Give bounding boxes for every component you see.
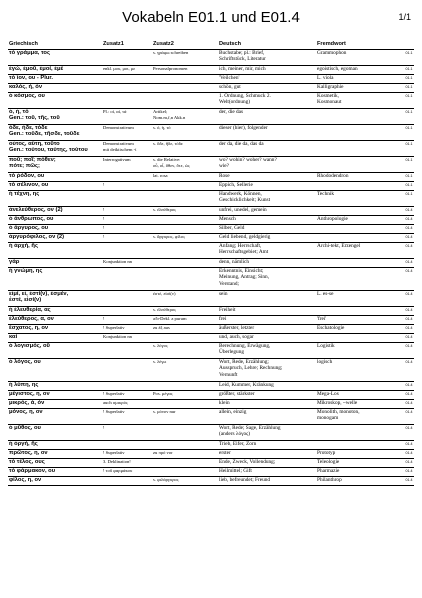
- lesson-code: 01.1: [404, 50, 414, 66]
- addition-2: [152, 243, 218, 259]
- loanword: [316, 182, 404, 191]
- addition-2: s. ὁ, ἡ, τό: [152, 125, 218, 141]
- greek-word: ὁ λογισμός, οῦ: [8, 343, 102, 359]
- lesson-code: 01.4: [404, 343, 414, 359]
- lesson-code: 01.4: [404, 359, 414, 382]
- loanword: Rhododendron: [316, 173, 404, 182]
- lesson-code: 01.4: [404, 316, 414, 325]
- german-meaning: wo? wohin? woher? wann? wie?: [218, 157, 316, 173]
- greek-word: τὸ γράμμα, τος: [8, 50, 102, 66]
- lesson-code: 01.4: [404, 207, 414, 216]
- lesson-code: 01.4: [404, 425, 414, 441]
- greek-word: τὸ ἴον, ου - Plur.: [8, 75, 102, 84]
- loanword: [316, 307, 404, 316]
- vocab-row: [8, 316, 414, 325]
- german-meaning: allein, einzig: [218, 409, 316, 425]
- lesson-code: 01.4: [404, 382, 414, 391]
- greek-word: ἐγώ, ἐμοῦ, ἐμοί, ἐμέ: [8, 66, 102, 75]
- greek-word: ἡ ὀργή, ῆς: [8, 441, 102, 450]
- greek-word: καί: [8, 334, 102, 343]
- header-german: Deutsch: [218, 40, 316, 50]
- lesson-code: 01.4: [404, 477, 414, 486]
- vocab-row: [8, 259, 414, 268]
- lesson-code: 01.1: [404, 182, 414, 191]
- addition-1: !: [102, 207, 152, 216]
- addition-2: [152, 216, 218, 225]
- lesson-code: 01.4: [404, 391, 414, 400]
- german-meaning: Ende, Zweck, Vollendung;: [218, 459, 316, 468]
- german-meaning: Leid, Kummer, Kränkung: [218, 382, 316, 391]
- vocab-row: [8, 66, 414, 75]
- greek-word: καλός, ή, όν: [8, 84, 102, 93]
- vocab-row: [8, 334, 414, 343]
- addition-1: [102, 307, 152, 316]
- loanword: Anthropologie: [316, 216, 404, 225]
- loanword: [316, 382, 404, 391]
- loanword: [316, 259, 404, 268]
- loanword: egoistisch, egoman: [316, 66, 404, 75]
- vocab-row: [8, 234, 414, 243]
- addition-1: [102, 243, 152, 259]
- vocab-row: [8, 243, 414, 259]
- loanword: [316, 234, 404, 243]
- addition-2: [152, 459, 218, 468]
- vocab-row: [8, 477, 414, 486]
- vocab-row: [8, 459, 414, 468]
- loanword: Pharmazie: [316, 468, 404, 477]
- german-meaning: sein: [218, 291, 316, 307]
- addition-2: s. ἐλεύθερος: [152, 307, 218, 316]
- addition-1: ! Superlativ: [102, 450, 152, 459]
- addition-1: 3. Deklination!: [102, 459, 152, 468]
- addition-2: s. ἐλεύθερος: [152, 207, 218, 216]
- addition-2: [152, 382, 218, 391]
- greek-word: μέγιστος, η, ον: [8, 391, 102, 400]
- addition-2: s. ὅδε, ἥδε, τόδε: [152, 141, 218, 157]
- vocab-row: [8, 291, 414, 307]
- vocab-row: [8, 50, 414, 66]
- addition-2: s. φιλάργυρος: [152, 477, 218, 486]
- greek-word: ἀργυρόφιλος, ον (2): [8, 234, 102, 243]
- german-meaning: Eppich, Sellerie: [218, 182, 316, 191]
- lesson-code: 01.4: [404, 334, 414, 343]
- german-meaning: klein: [218, 400, 316, 409]
- greek-word: ἡ γνώμη, ης: [8, 268, 102, 291]
- lesson-code: 01.4: [404, 468, 414, 477]
- addition-2: lat. rosa: [152, 173, 218, 182]
- lesson-code: 01.1: [404, 66, 414, 75]
- greek-word: ὁ, ἡ, τό Gen.: τοῦ, τῆς, τοῦ: [8, 109, 102, 125]
- vocab-row: [8, 391, 414, 400]
- lesson-code: 01.4: [404, 459, 414, 468]
- vocab-row: [8, 75, 414, 84]
- greek-word: ἡ ἐλευθερία, ας: [8, 307, 102, 316]
- loanword: Philanthrop: [316, 477, 404, 486]
- loanword: L. es-se: [316, 291, 404, 307]
- vocab-row: [8, 400, 414, 409]
- vocab-row: [8, 343, 414, 359]
- loanword: [316, 425, 404, 441]
- german-meaning: 'Veilchen': [218, 75, 316, 84]
- german-meaning: Wort, Rede; Sage, Erzählung (anders λόγος): [218, 425, 316, 441]
- addition-2: [152, 268, 218, 291]
- page-title: Vokabeln E01.1 und E01.4: [122, 9, 300, 26]
- german-meaning: Erkenntnis, Einsicht; Meinung, Antrag; Sinn, Verstand;: [218, 268, 316, 291]
- loanword: [316, 141, 404, 157]
- vocab-row: [8, 325, 414, 334]
- addition-2: zu πρό vor: [152, 450, 218, 459]
- header-loanword: Fremdwort: [316, 40, 404, 50]
- addition-1: [102, 441, 152, 450]
- vocab-row: [8, 125, 414, 141]
- lesson-code: 01.4: [404, 409, 414, 425]
- addition-2: ἐστέ, εἰσί(ν): [152, 291, 218, 307]
- addition-1: Demonstrativum mit deiktischem -ί: [102, 141, 152, 157]
- vocab-row: [8, 207, 414, 216]
- greek-word: ὅδε, ἥδε, τόδε Gen.: τοῦδε, τῆσδε, τοῦδε: [8, 125, 102, 141]
- addition-2: s. μόνον nur: [152, 409, 218, 425]
- loanword: logisch: [316, 359, 404, 382]
- addition-1: [102, 84, 152, 93]
- greek-word: ἔσχατος, η, ον: [8, 325, 102, 334]
- vocab-row: [8, 268, 414, 291]
- vocab-row: [8, 216, 414, 225]
- addition-2: s. die Relative: οὗ, οἷ, ὅθεν, ὅτε, ὡς: [152, 157, 218, 173]
- greek-word: ὁ ἄνθρωπος, ου: [8, 216, 102, 225]
- vocab-row: [8, 382, 414, 391]
- loanword: Teleologie: [316, 459, 404, 468]
- lesson-code: 01.4: [404, 400, 414, 409]
- addition-2: Pos. μέγας: [152, 391, 218, 400]
- greek-word: μικρός, ά, όν: [8, 400, 102, 409]
- german-meaning: Geld liebend, geldgierig: [218, 234, 316, 243]
- addition-1: [102, 359, 152, 382]
- lesson-code: 01.4: [404, 268, 414, 291]
- addition-1: Interrogativum: [102, 157, 152, 173]
- loanword: Kalligraphie: [316, 84, 404, 93]
- addition-1: Demonstrativum: [102, 125, 152, 141]
- addition-1: [102, 50, 152, 66]
- lesson-code: 01.1: [404, 157, 414, 173]
- lesson-code: 01.4: [404, 259, 414, 268]
- greek-word: οὗτος, αὕτη, τοῦτο Gen.: τούτου, ταύτης, τούτου: [8, 141, 102, 157]
- greek-word: ἀνελεύθερος, ον (2): [8, 207, 102, 216]
- loanword: Mikroskop, ~welle: [316, 400, 404, 409]
- german-meaning: der, die das: [218, 109, 316, 125]
- greek-word: ὁ ἄργυρος, ου: [8, 225, 102, 234]
- addition-2: [152, 93, 218, 109]
- german-meaning: der da, die da, das da: [218, 141, 316, 157]
- vocab-row: [8, 93, 414, 109]
- addition-1: !: [102, 216, 152, 225]
- german-meaning: denn, nämlich: [218, 259, 316, 268]
- vocab-row: [8, 359, 414, 382]
- addition-2: zu ἐξ aus: [152, 325, 218, 334]
- addition-2: s. λόγος: [152, 343, 218, 359]
- addition-2: [152, 182, 218, 191]
- vocab-row: [8, 141, 414, 157]
- addition-1: !: [102, 225, 152, 234]
- vocab-row: [8, 441, 414, 450]
- german-meaning: größter, stärkster: [218, 391, 316, 400]
- loanword: Kosmetik, Kosmonaut: [316, 93, 404, 109]
- loanword: [316, 225, 404, 234]
- header-greek: Griechisch: [8, 40, 102, 50]
- addition-1: [102, 268, 152, 291]
- greek-word: τὸ τέλος, ους: [8, 459, 102, 468]
- german-meaning: Mensch: [218, 216, 316, 225]
- addition-1: Konjunktion nn: [102, 334, 152, 343]
- german-meaning: lieb, befreundet; Freund: [218, 477, 316, 486]
- german-meaning: Trieb, Eifer, Zorn: [218, 441, 316, 450]
- loanword: Grammophon: [316, 50, 404, 66]
- loanword: [316, 268, 404, 291]
- loanword: Mega-Los: [316, 391, 404, 400]
- lesson-code: 01.1: [404, 141, 414, 157]
- loanword: [316, 207, 404, 216]
- lesson-code: 01.4: [404, 450, 414, 459]
- vocab-row: [8, 84, 414, 93]
- greek-word: τὸ ῥόδον, ου: [8, 173, 102, 182]
- german-meaning: und, auch, sogar: [218, 334, 316, 343]
- lesson-code: 01.4: [404, 234, 414, 243]
- addition-2: Personalpronomen: [152, 66, 218, 75]
- addition-1: [102, 343, 152, 359]
- header-row: [8, 40, 414, 50]
- lesson-code: 01.4: [404, 291, 414, 307]
- greek-word: ὁ λόγος, ου: [8, 359, 102, 382]
- addition-1: enkl. μου, μοι, με: [102, 66, 152, 75]
- german-meaning: erster: [218, 450, 316, 459]
- german-meaning: ich, meiner, mir, mich: [218, 66, 316, 75]
- page-number: 1/1: [398, 12, 411, 22]
- header-addition-1: Zusatz1: [102, 40, 152, 50]
- vocabulary-table: [8, 40, 414, 486]
- lesson-code: 01.4: [404, 216, 414, 225]
- greek-word: ποῦ; ποῖ; πόθεν; πότε; πῶς;: [8, 157, 102, 173]
- greek-word: ὁ κόσμος, ου: [8, 93, 102, 109]
- vocab-row: [8, 109, 414, 125]
- greek-word: γάρ: [8, 259, 102, 268]
- vocab-row: [8, 409, 414, 425]
- addition-1: ! Superlativ: [102, 391, 152, 400]
- vocab-row: [8, 450, 414, 459]
- loanword: [316, 157, 404, 173]
- german-meaning: Handwerk, Können, Geschicklichkeit; Kunst: [218, 191, 316, 207]
- german-meaning: dieser (hier), folgender: [218, 125, 316, 141]
- vocab-row: [8, 157, 414, 173]
- loanword: [316, 109, 404, 125]
- addition-1: !: [102, 316, 152, 325]
- addition-2: [152, 84, 218, 93]
- loanword: Monolith, monoton, monogam: [316, 409, 404, 425]
- german-meaning: 1. Ordnung, Schmuck 2. Welt(ordnung): [218, 93, 316, 109]
- addition-1: [102, 382, 152, 391]
- addition-2: Artikel; Nom.m,f,n Akk.n: [152, 109, 218, 125]
- loanword: [316, 125, 404, 141]
- lesson-code: 01.1: [404, 84, 414, 93]
- lesson-code: 01.1: [404, 191, 414, 207]
- loanword: Logistik: [316, 343, 404, 359]
- lesson-code: 01.1: [404, 75, 414, 84]
- greek-word: ἡ ἀρχή, ῆς: [8, 243, 102, 259]
- german-meaning: äußerster, letzter: [218, 325, 316, 334]
- vocab-row: [8, 182, 414, 191]
- greek-word: ἐλεύθερος, α, ον: [8, 316, 102, 325]
- addition-1: [102, 173, 152, 182]
- addition-1: !: [102, 234, 152, 243]
- lesson-code: 01.4: [404, 307, 414, 316]
- german-meaning: Silber, Geld: [218, 225, 316, 234]
- loanword: Eschatologie: [316, 325, 404, 334]
- vocab-row: [8, 468, 414, 477]
- vocab-row: [8, 225, 414, 234]
- addition-1: !: [102, 182, 152, 191]
- lesson-code: 01.4: [404, 325, 414, 334]
- greek-word: εἰμί, εἶ, ἐστί(ν), ἐσμέν, ἐστέ, εἰσί(ν): [8, 291, 102, 307]
- lesson-code: 01.4: [404, 225, 414, 234]
- lesson-code: 01.4: [404, 243, 414, 259]
- addition-2: [152, 75, 218, 84]
- addition-2: s. γράφω schreiben: [152, 50, 218, 66]
- loanword: Prototyp: [316, 450, 404, 459]
- header-addition-2: Zusatz2: [152, 40, 218, 50]
- german-meaning: frei: [218, 316, 316, 325]
- german-meaning: Rose: [218, 173, 316, 182]
- lesson-code: 01.1: [404, 173, 414, 182]
- german-meaning: Heilmittel; Gift: [218, 468, 316, 477]
- greek-word: μόνος, η, ον: [8, 409, 102, 425]
- loanword: L. viola: [316, 75, 404, 84]
- addition-2: [152, 191, 218, 207]
- addition-1: ! Superlativ: [102, 409, 152, 425]
- greek-word: τὸ σέλινον, ου: [8, 182, 102, 191]
- greek-word: ἡ λύπη, ης: [8, 382, 102, 391]
- header-lesson: [404, 40, 414, 50]
- greek-word: φίλος, η, ον: [8, 477, 102, 486]
- addition-1: [102, 191, 152, 207]
- loanword: [316, 441, 404, 450]
- addition-1: ! Superlativ: [102, 325, 152, 334]
- lesson-code: 01.1: [404, 93, 414, 109]
- german-meaning: Buchstabe; pl.: Brief, Schriftstück, Literatur: [218, 50, 316, 66]
- loanword: 'frei': [316, 316, 404, 325]
- german-meaning: Berechnung, Erwägung, Überlegung: [218, 343, 316, 359]
- addition-2: [152, 334, 218, 343]
- vocab-row: [8, 191, 414, 207]
- addition-2: a/b-Dekl. a purum: [152, 316, 218, 325]
- addition-2: s. λέγω: [152, 359, 218, 382]
- vocab-row: [8, 307, 414, 316]
- addition-2: [152, 441, 218, 450]
- addition-1: [102, 75, 152, 84]
- lesson-code: 01.4: [404, 441, 414, 450]
- greek-word: πρῶτος, η, ον: [8, 450, 102, 459]
- addition-2: [152, 225, 218, 234]
- addition-2: [152, 425, 218, 441]
- lesson-code: 01.1: [404, 109, 414, 125]
- german-meaning: schön, gut: [218, 84, 316, 93]
- addition-2: [152, 259, 218, 268]
- loanword: [316, 334, 404, 343]
- addition-1: Pl.: οἱ, αἱ, τά: [102, 109, 152, 125]
- german-meaning: Freiheit: [218, 307, 316, 316]
- lesson-code: 01.1: [404, 125, 414, 141]
- vocab-row: [8, 173, 414, 182]
- german-meaning: unfrei, unedel, gemein: [218, 207, 316, 216]
- german-meaning: Wort, Rede, Erzählung; Ausspruch, Lehre; Rechnung; Vernunft: [218, 359, 316, 382]
- addition-2: [152, 400, 218, 409]
- greek-word: ὁ μῦθος, ου: [8, 425, 102, 441]
- addition-1: !: [102, 425, 152, 441]
- greek-word: τὸ φάρμακον, ου: [8, 468, 102, 477]
- loanword: Archi-tekt, Erzengel: [316, 243, 404, 259]
- addition-1: [102, 93, 152, 109]
- addition-1: [102, 477, 152, 486]
- addition-1: ! τοῦ φαρμάκου: [102, 468, 152, 477]
- vocab-row: [8, 425, 414, 441]
- greek-word: ἡ τέχνη, ης: [8, 191, 102, 207]
- addition-1: auch σμικρός: [102, 400, 152, 409]
- addition-1: Konjunktion nn: [102, 259, 152, 268]
- addition-2: [152, 468, 218, 477]
- addition-2: s. ἄργυρος, φίλος: [152, 234, 218, 243]
- loanword: Technik: [316, 191, 404, 207]
- addition-1: [102, 291, 152, 307]
- german-meaning: Anfang; Herrschaft, Herrschaftsgebiet; Amt: [218, 243, 316, 259]
